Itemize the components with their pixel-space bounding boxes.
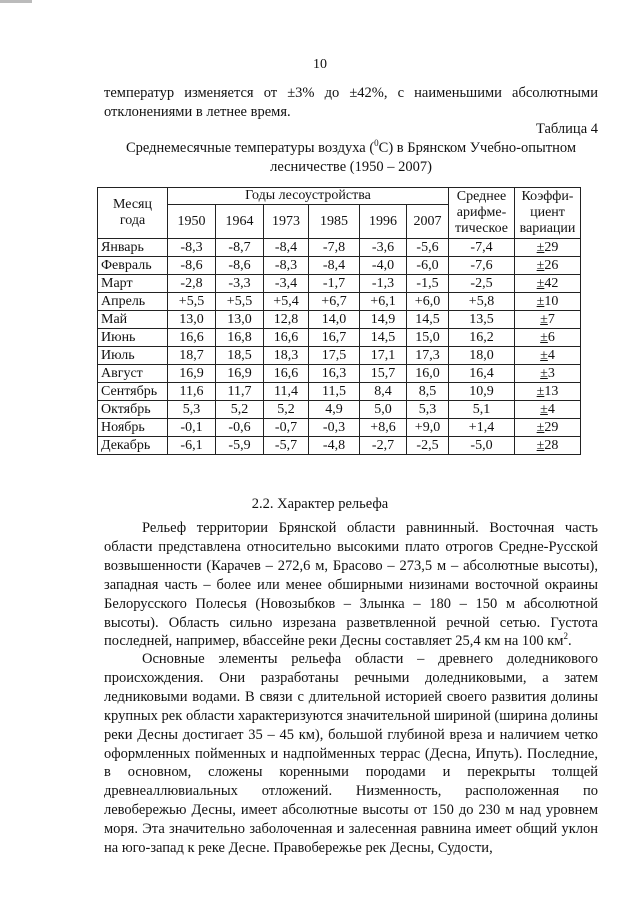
table-body [98,239,581,455]
coef-value: 6 [547,329,555,345]
intro-paragraph: температур изменяется от ±3% до ±42%, с наименьшими абсолютными отклонениями в летнее время. [104,85,598,120]
cell-value: 11,6 [168,383,216,401]
cell-coef [515,419,581,437]
header-year: 1964 [216,205,264,239]
plus-minus-sign: ± [536,239,545,255]
cell-value: -6,0 [407,257,449,275]
caption-degree-sup: 0 [374,138,379,149]
cell-value: +5,5 [216,293,264,311]
cell-value: 14,5 [407,311,449,329]
cell-value: -3,6 [360,239,407,257]
table-row [98,311,581,329]
plus-minus-sign: ± [536,257,545,273]
cell-mean: +1,4 [449,419,515,437]
coef-value: 26 [544,257,559,273]
cell-value: -8,4 [264,239,309,257]
cell-month: Август [98,365,168,383]
cell-month: Сентябрь [98,383,168,401]
cell-value: 15,0 [407,329,449,347]
cell-month: Октябрь [98,401,168,419]
header-year: 1950 [168,205,216,239]
plus-minus-sign: ± [540,347,548,363]
table-row [98,401,581,419]
cell-value: -0,1 [168,419,216,437]
coef-value: 28 [544,437,559,453]
cell-coef [515,365,581,383]
cell-value: -5,6 [407,239,449,257]
cell-value: -0,3 [309,419,360,437]
cell-value: 4,9 [309,401,360,419]
cell-value: 16,6 [264,365,309,383]
table-caption [104,139,598,177]
cell-coef [515,257,581,275]
cell-coef [515,401,581,419]
cell-value: -8,3 [168,239,216,257]
plus-minus-sign: ± [536,383,545,399]
cell-coef [515,275,581,293]
coef-value: 10 [544,293,559,309]
cell-value: -6,1 [168,437,216,455]
cell-month: Июнь [98,329,168,347]
cell-mean: 18,0 [449,347,515,365]
cell-value: 16,7 [309,329,360,347]
cell-value: -1,5 [407,275,449,293]
paragraph-text: Основные элементы рельефа области – древнего доледникового происхождения. Они разработаны речными доледниковыми, а затем ледниковыми водами. В связи с длительной историей своего развития долины крупных рек области характеризуются значительной шириной (ширина долины реки Десны достигает 35 – 45 км), большой глубиной вреза и наличием четко оформленных пойменных и надпойменных террас (Десна, Ипуть). Последние, в основном, сложены коренными породами и перекрыты толщей древнеаллювиальных отложений. Низменность, расположенная по левобережью Десны, имеет абсолютные высоты от 150 до 230 м над уровнем моря. Эта значительно заболоченная и залесенная равнина имеет общий уклон на юго-запад к реке Десне. Правобережье рек Десны, Судости, [104,651,598,857]
cell-mean: 16,2 [449,329,515,347]
cell-month: Февраль [98,257,168,275]
paragraph-end: . [567,633,572,650]
plus-minus-sign: ± [540,401,548,417]
cell-value: -5,7 [264,437,309,455]
cell-value: +9,0 [407,419,449,437]
cell-value: -3,4 [264,275,309,293]
plus-minus-sign: ± [536,437,545,453]
cell-mean: -7,6 [449,257,515,275]
cell-value: 17,5 [309,347,360,365]
plus-minus-sign: ± [540,311,548,327]
table-row [98,365,581,383]
cell-value: -2,5 [407,437,449,455]
cell-mean: -5,0 [449,437,515,455]
table-label: Таблица 4 [535,121,598,137]
cell-value: 14,9 [360,311,407,329]
cell-value: 13,0 [216,311,264,329]
cell-value: -8,4 [309,257,360,275]
header-year: 1973 [264,205,309,239]
header-coef: Коэффи-циент вариации [515,188,581,239]
header-year: 2007 [407,205,449,239]
cell-value: 13,0 [168,311,216,329]
cell-value: 11,7 [216,383,264,401]
caption-text-end: С) в Брянском Учебно-опытном лесничестве (1950 – 2007) [270,140,577,175]
cell-value: -8,7 [216,239,264,257]
cell-coef [515,311,581,329]
cell-value: 16,3 [309,365,360,383]
cell-value: 5,2 [264,401,309,419]
cell-value: -1,7 [309,275,360,293]
plus-minus-sign: ± [536,419,545,435]
cell-value: 5,2 [216,401,264,419]
cell-month: Январь [98,239,168,257]
cell-value: 14,5 [360,329,407,347]
body-paragraph [104,519,598,651]
table-row [98,257,581,275]
cell-coef [515,329,581,347]
table-row [98,437,581,455]
plus-minus-sign: ± [540,365,548,381]
cell-value: -0,7 [264,419,309,437]
cell-value: 16,0 [407,365,449,383]
section-heading: 2.2. Характер рельефа [251,496,389,512]
cell-coef [515,383,581,401]
body-paragraph [104,650,598,858]
cell-mean: 5,1 [449,401,515,419]
cell-value: 16,9 [168,365,216,383]
plus-minus-sign: ± [536,275,545,291]
coef-value: 42 [544,275,559,291]
page-number: 10 [313,57,327,72]
cell-value: 5,3 [407,401,449,419]
table-row [98,239,581,257]
cell-value: +5,4 [264,293,309,311]
cell-month: Декабрь [98,437,168,455]
cell-month: Июль [98,347,168,365]
cell-value: 8,4 [360,383,407,401]
cell-coef [515,347,581,365]
cell-value: -8,3 [264,257,309,275]
coef-value: 29 [544,419,559,435]
cell-mean: -2,5 [449,275,515,293]
cell-month: Май [98,311,168,329]
header-mean: Среднее арифме-тическое [449,188,515,239]
coef-value: 3 [547,365,555,381]
cell-value: -2,8 [168,275,216,293]
cell-value: +8,6 [360,419,407,437]
cell-mean: -7,4 [449,239,515,257]
header-year: 1985 [309,205,360,239]
cell-month: Март [98,275,168,293]
coef-value: 4 [547,401,555,417]
cell-coef [515,437,581,455]
cell-value: -3,3 [216,275,264,293]
cell-value: 8,5 [407,383,449,401]
cell-value: 16,6 [168,329,216,347]
table-row [98,293,581,311]
cell-value: 5,3 [168,401,216,419]
cell-mean: +5,8 [449,293,515,311]
coef-value: 29 [544,239,559,255]
cell-value: -8,6 [168,257,216,275]
cell-value: 11,5 [309,383,360,401]
cell-value: -4,0 [360,257,407,275]
cell-coef [515,239,581,257]
cell-value: -8,6 [216,257,264,275]
caption-text-start: Среднемесячные температуры воздуха ( [125,140,375,156]
table-row [98,419,581,437]
cell-month: Ноябрь [98,419,168,437]
cell-value: 5,0 [360,401,407,419]
coef-value: 13 [544,383,559,399]
cell-value: 16,9 [216,365,264,383]
cell-value: -7,8 [309,239,360,257]
scan-edge-mark [0,0,32,3]
coef-value: 7 [547,311,555,327]
temperature-table [97,187,581,455]
cell-value: 16,6 [264,329,309,347]
coef-value: 4 [547,347,555,363]
plus-minus-sign: ± [540,329,548,345]
cell-value: -1,3 [360,275,407,293]
cell-value: -0,6 [216,419,264,437]
superscript-2: 2 [563,631,568,642]
cell-value: +6,7 [309,293,360,311]
cell-value: 16,8 [216,329,264,347]
cell-value: -4,8 [309,437,360,455]
paragraph-text: Рельеф территории Брянской области равнинный. Восточная часть области представлена относительно высокими плато отрогов Средне-Русской возвышенности (Карачев – 272,6 м, Брасово – 273,5 м – абсолютные высоты), западная часть – более или менее обширными низинами восточной окраины Белорусского Полесья (Новозыбков – Злынка – 180 – 150 м абсолютной высоты). Область сильно изрезана разветвленной речной сетью. Густота последней, например, вбассейне реки Десны составляет 25,4 км на 100 км [104,520,598,650]
cell-value: 14,0 [309,311,360,329]
header-month: Месяц года [98,188,168,239]
header-year: 1996 [360,205,407,239]
cell-value: 15,7 [360,365,407,383]
cell-value: +6,0 [407,293,449,311]
table-row [98,275,581,293]
table-row [98,383,581,401]
cell-value: -5,9 [216,437,264,455]
cell-value: 18,3 [264,347,309,365]
cell-mean: 16,4 [449,365,515,383]
cell-value: 11,4 [264,383,309,401]
cell-mean: 13,5 [449,311,515,329]
plus-minus-sign: ± [536,293,545,309]
cell-value: +6,1 [360,293,407,311]
table-row [98,347,581,365]
cell-value: 12,8 [264,311,309,329]
cell-month: Апрель [98,293,168,311]
cell-value: 18,5 [216,347,264,365]
cell-value: 17,3 [407,347,449,365]
cell-value: -2,7 [360,437,407,455]
header-years-group: Годы лесоустройства [168,188,449,205]
cell-value: +5,5 [168,293,216,311]
cell-coef [515,293,581,311]
cell-value: 18,7 [168,347,216,365]
cell-mean: 10,9 [449,383,515,401]
table-row [98,329,581,347]
cell-value: 17,1 [360,347,407,365]
